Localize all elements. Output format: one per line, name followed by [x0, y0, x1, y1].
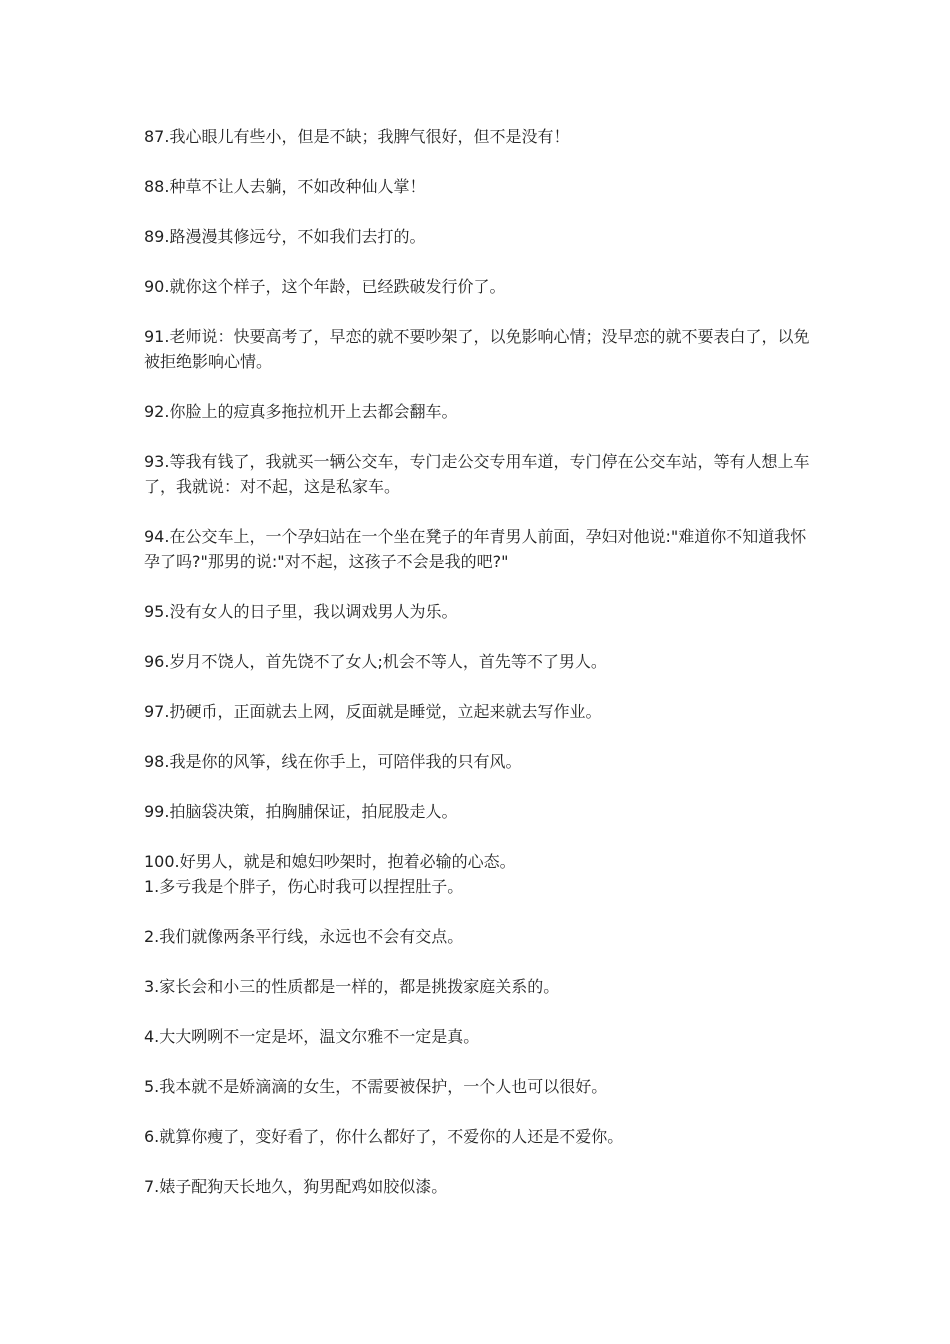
paragraph: 95.没有女人的日子里，我以调戏男人为乐。 — [144, 602, 458, 621]
paragraph: 92.你脸上的痘真多拖拉机开上去都会翻车。 — [144, 402, 458, 421]
paragraph: 91.老师说：快要高考了，早恋的就不要吵架了，以免影响心情；没早恋的就不要表白了，以免被拒绝影响心情。 — [144, 327, 810, 371]
paragraph: 99.拍脑袋决策，拍胸脯保证，拍屁股走人。 — [144, 802, 458, 821]
paragraph: 5.我本就不是娇滴滴的女生，不需要被保护，一个人也可以很好。 — [144, 1077, 608, 1096]
paragraph: 1.多亏我是个胖子，伤心时我可以捏捏肚子。 — [144, 877, 464, 896]
paragraph: 4.大大咧咧不一定是坏，温文尔雅不一定是真。 — [144, 1027, 480, 1046]
paragraph: 98.我是你的风筝，线在你手上，可陪伴我的只有风。 — [144, 752, 522, 771]
document-body — [144, 124, 816, 1224]
paragraph: 97.扔硬币，正面就去上网，反面就是睡觉，立起来就去写作业。 — [144, 702, 602, 721]
paragraph: 2.我们就像两条平行线，永远也不会有交点。 — [144, 927, 464, 946]
paragraph: 89.路漫漫其修远兮，不如我们去打的。 — [144, 227, 426, 246]
paragraph: 90.就你这个样子，这个年龄，已经跌破发行价了。 — [144, 277, 506, 296]
paragraph: 3.家长会和小三的性质都是一样的，都是挑拨家庭关系的。 — [144, 977, 560, 996]
paragraph: 94.在公交车上，一个孕妇站在一个坐在凳子的年青男人前面，孕妇对他说:"难道你不知道我怀孕了吗?"那男的说:"对不起，这孩子不会是我的吧?" — [144, 527, 807, 571]
paragraph: 7.婊子配狗天长地久，狗男配鸡如胶似漆。 — [144, 1177, 448, 1196]
paragraph: 87.我心眼儿有些小，但是不缺；我脾气很好，但不是没有！ — [144, 127, 570, 146]
paragraph: 6.就算你瘦了，变好看了，你什么都好了，不爱你的人还是不爱你。 — [144, 1127, 624, 1146]
paragraph: 88.种草不让人去躺，不如改种仙人掌！ — [144, 177, 426, 196]
paragraph: 100.好男人，就是和媳妇吵架时，抱着必输的心态。 — [144, 852, 516, 871]
paragraph: 93.等我有钱了，我就买一辆公交车，专门走公交专用车道，专门停在公交车站，等有人想上车了，我就说：对不起，这是私家车。 — [144, 452, 810, 496]
paragraph: 96.岁月不饶人，首先饶不了女人;机会不等人，首先等不了男人。 — [144, 652, 607, 671]
